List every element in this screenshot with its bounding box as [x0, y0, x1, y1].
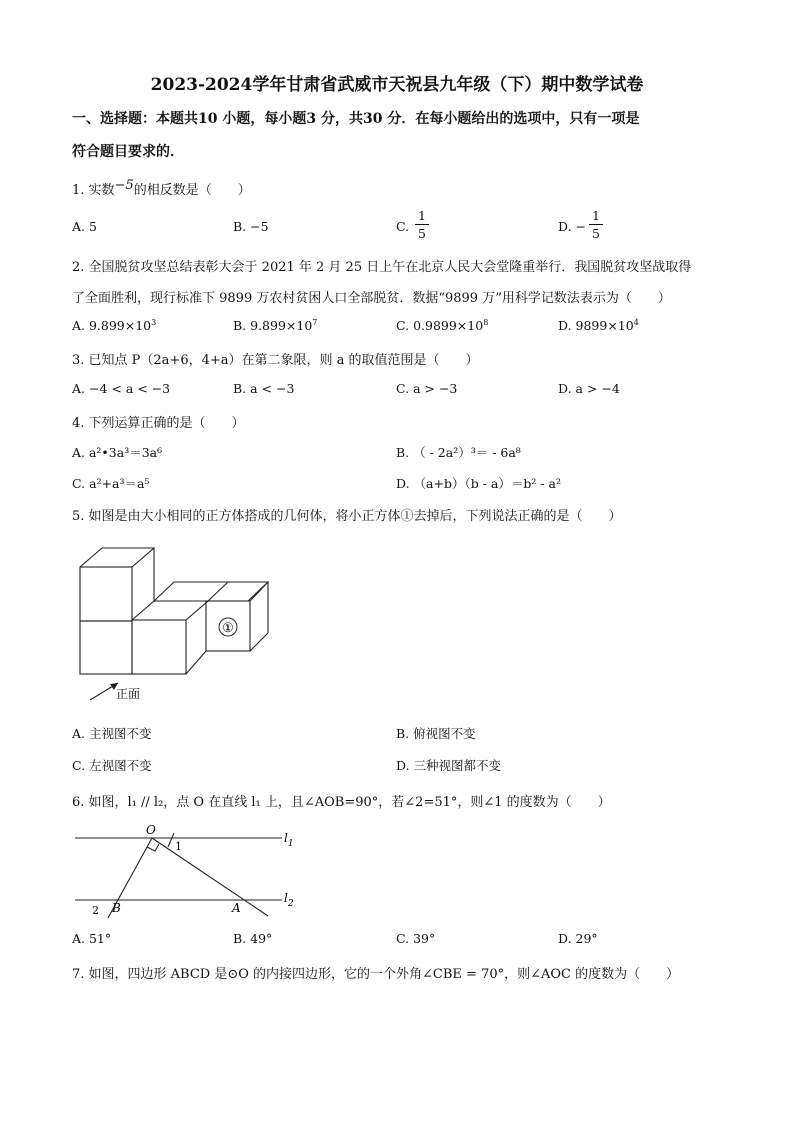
q3-option-d: D. a > −4 — [558, 381, 620, 396]
q1-option-c-fraction — [415, 208, 429, 241]
q1-stem-num: −5 — [114, 178, 134, 193]
q1-stem-b: 的相反数是（ ） — [133, 183, 251, 198]
q1-option-c-label: C. — [396, 219, 410, 234]
cube-figure — [70, 540, 280, 710]
q5-option-b: B. 俯视图不变 — [396, 726, 476, 741]
parallel-lines-figure — [70, 820, 310, 920]
q2-option-b: B. $9.899\times 10^7$ — [233, 318, 318, 334]
q3-option-b: B. a < −3 — [233, 381, 295, 396]
q6-option-c: C. 39° — [396, 931, 436, 946]
q5-option-c: C. 左视图不变 — [72, 758, 152, 773]
q3-option-c: C. a > −3 — [396, 381, 458, 396]
point-O: O — [146, 823, 156, 837]
q1-c-num: 1 — [418, 208, 426, 223]
q1-option-d-label: D. − — [558, 219, 586, 234]
q2-option-d: D. $9899\times 10^4$ — [558, 318, 639, 334]
cube-mark: ① — [222, 621, 234, 636]
point-A: A — [232, 901, 241, 915]
section-heading-cont: 符合题目要求的． — [72, 144, 184, 160]
q6-option-d: D. 29° — [558, 931, 598, 946]
q2-option-c: C. $0.9899\times 10^8$ — [396, 318, 489, 334]
page-title: 2023-2024学年甘肃省武威市天祝县九年级（下）期中数学试卷 — [150, 75, 644, 95]
q4-option-c: C. a²+a³＝a⁵ — [72, 476, 150, 491]
question-2-line1: 2. 全国脱贫攻坚总结表彰大会于 2021 年 2 月 25 日上午在北京人民大会堂隆重举行．我国脱贫攻坚战取得 — [72, 260, 692, 275]
q1-c-den: 5 — [418, 226, 426, 241]
question-7-stem: 7. 如图，四边形 ABCD 是⊙O 的内接四边形，它的一个外角∠CBE = 70°，则∠AOC 的度数为（ ） — [72, 967, 680, 982]
line-l2: $l_2$ — [284, 891, 294, 909]
q1-stem-a: 1. 实数 — [72, 183, 115, 198]
section-heading: 一、选择题：本题共10 小题，每小题3 分，共30 分．在每小题给出的选项中，只有一项是 — [72, 111, 640, 127]
q3-option-a: A. −4 < a < −3 — [72, 381, 171, 396]
question-3-stem: 3. 已知点 P（2a+6，4+a）在第二象限，则 a 的取值范围是（ ） — [72, 353, 479, 368]
q4-option-d: D. （a+b）（b - a）＝b² - a² — [396, 476, 561, 491]
angle-1: 1 — [175, 840, 182, 853]
q5-option-d: D. 三种视图都不变 — [396, 758, 502, 773]
q1-d-num: 1 — [592, 208, 600, 223]
q1-option-d-fraction — [589, 208, 603, 241]
q2-option-a: A. $9.899\times 10^3$ — [72, 318, 157, 334]
angle-2: 2 — [92, 904, 99, 917]
question-4-stem: 4. 下列运算正确的是（ ） — [72, 416, 245, 431]
question-6-stem: 6. 如图，l₁ // l₂，点 O 在直线 l₁ 上，且∠AOB=90°，若∠2=51°，则∠1 的度数为（ ） — [72, 795, 611, 810]
question-5-stem: 5. 如图是由大小相同的正方体搭成的几何体，将小正方体①去掉后，下列说法正确的是（ ） — [72, 509, 622, 524]
question-2-line2: 了全面胜利，现行标准下 9899 万农村贫困人口全部脱贫．数据“9899 万”用科学记数法表示为（ ） — [72, 291, 671, 306]
question-1-stem — [72, 179, 251, 198]
q6-option-b: B. 49° — [233, 931, 273, 946]
q1-option-a: A. 5 — [72, 219, 97, 234]
q5-option-a: A. 主视图不变 — [72, 726, 152, 741]
point-B: B — [112, 901, 121, 915]
q6-option-a: A. 51° — [72, 931, 112, 946]
q1-option-b: B. −5 — [233, 219, 269, 234]
line-l1: $l_1$ — [284, 831, 294, 849]
q4-option-a: A. a²•3a³＝3a⁶ — [72, 445, 163, 460]
front-label: 正面 — [116, 687, 141, 701]
q4-option-b: B. （ - 2a²）³＝ - 6a⁸ — [396, 445, 521, 460]
q1-d-den: 5 — [592, 226, 600, 241]
